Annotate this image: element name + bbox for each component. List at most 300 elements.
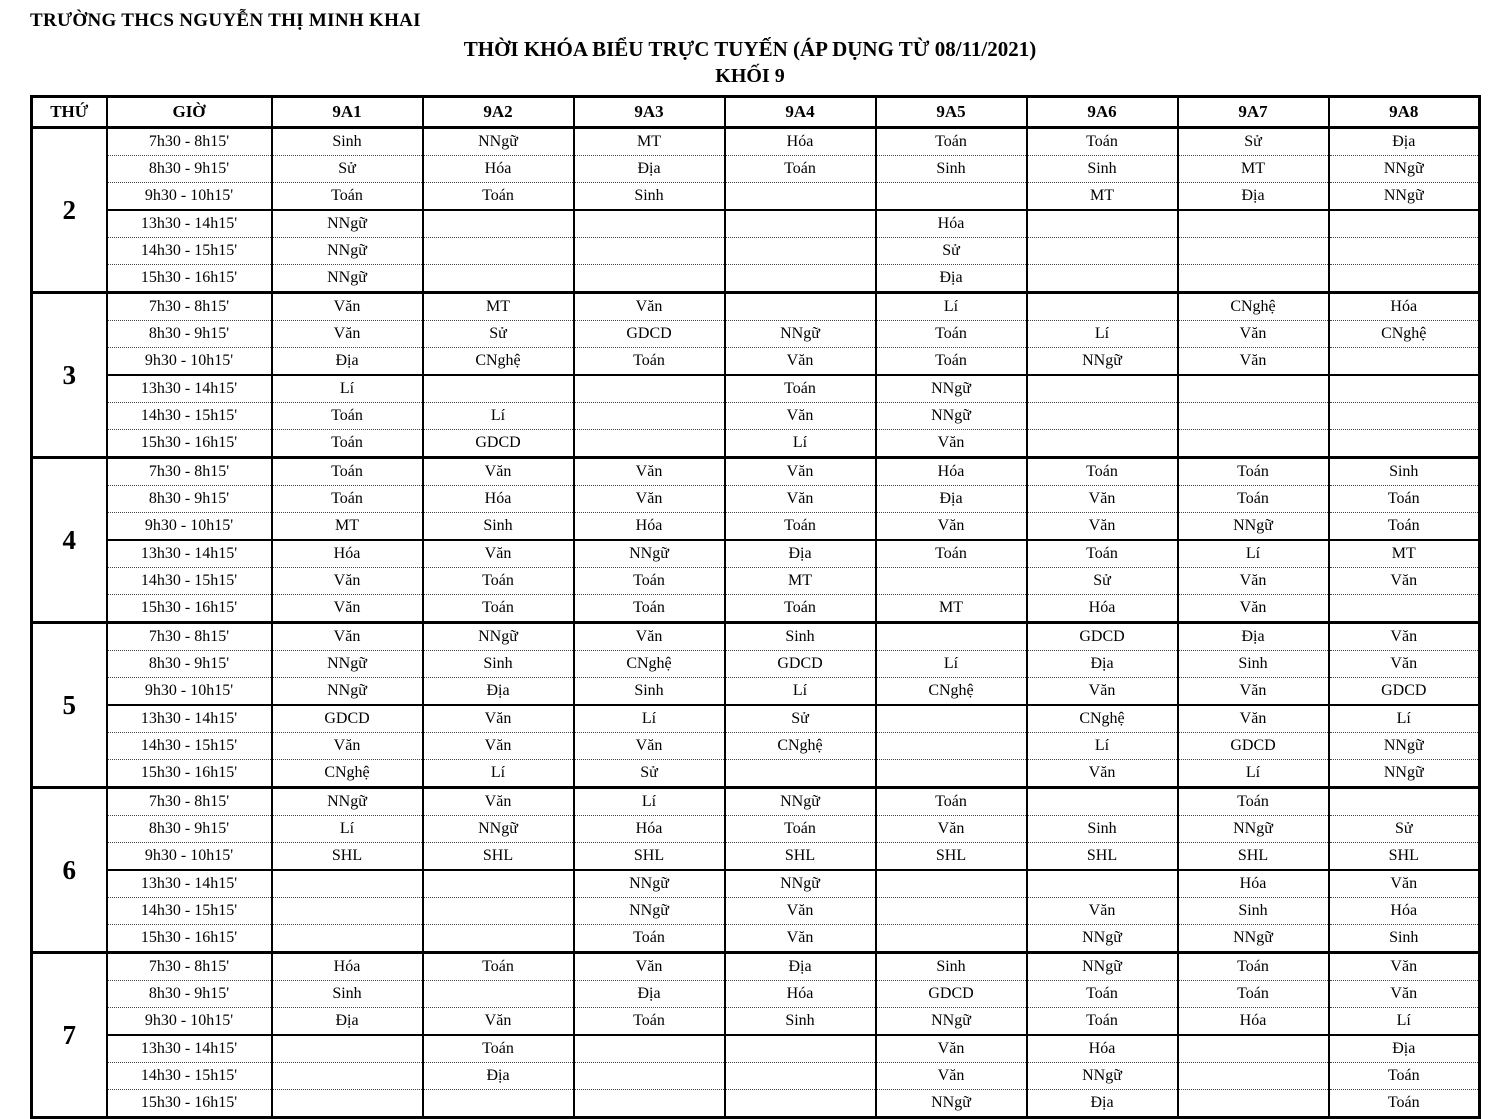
subject-cell: Hóa — [1027, 595, 1178, 623]
day-block-2 — [32, 128, 1480, 293]
subject-cell: GDCD — [272, 705, 423, 733]
subject-cell — [876, 705, 1027, 733]
subject-cell: Hóa — [1329, 898, 1480, 925]
timetable-row — [32, 1063, 1480, 1090]
subject-cell: Sinh — [272, 128, 423, 156]
subject-cell: Toán — [423, 1035, 574, 1063]
subject-cell: Văn — [272, 568, 423, 595]
subject-cell — [574, 1090, 725, 1118]
timetable-row — [32, 733, 1480, 760]
subject-cell: Văn — [876, 816, 1027, 843]
time-slot: 14h30 - 15h15' — [107, 568, 272, 595]
subject-cell: Sinh — [725, 1008, 876, 1036]
class-column-header-9A8: 9A8 — [1329, 97, 1480, 128]
subject-cell: Sinh — [423, 651, 574, 678]
subject-cell — [1329, 403, 1480, 430]
subject-cell: Văn — [574, 486, 725, 513]
time-slot: 7h30 - 8h15' — [107, 953, 272, 981]
timetable-row — [32, 375, 1480, 403]
timetable-row — [32, 265, 1480, 293]
time-slot: 14h30 - 15h15' — [107, 898, 272, 925]
subject-cell — [423, 925, 574, 953]
time-slot: 13h30 - 14h15' — [107, 540, 272, 568]
subject-cell: Toán — [574, 348, 725, 376]
subject-cell — [1178, 1090, 1329, 1118]
subject-cell: Văn — [574, 458, 725, 486]
subject-cell: Sinh — [574, 183, 725, 211]
subject-cell: Văn — [1178, 348, 1329, 376]
subject-cell: Toán — [272, 458, 423, 486]
time-slot: 7h30 - 8h15' — [107, 128, 272, 156]
subject-cell: GDCD — [725, 651, 876, 678]
subject-cell: Sinh — [1027, 816, 1178, 843]
time-slot: 13h30 - 14h15' — [107, 375, 272, 403]
subject-cell: GDCD — [876, 981, 1027, 1008]
subject-cell: Văn — [1027, 678, 1178, 706]
timetable-row — [32, 678, 1480, 706]
subject-cell: Địa — [876, 265, 1027, 293]
subject-cell: SHL — [423, 843, 574, 871]
subject-cell: Lí — [1178, 540, 1329, 568]
time-slot: 13h30 - 14h15' — [107, 705, 272, 733]
subject-cell: Sử — [725, 705, 876, 733]
subject-cell: CNghệ — [1027, 705, 1178, 733]
subject-cell — [1329, 348, 1480, 376]
subject-cell: Toán — [1178, 953, 1329, 981]
time-slot: 8h30 - 9h15' — [107, 486, 272, 513]
subject-cell: Văn — [423, 1008, 574, 1036]
subject-cell: Toán — [1027, 128, 1178, 156]
subject-cell: Văn — [1329, 651, 1480, 678]
time-slot: 9h30 - 10h15' — [107, 183, 272, 211]
time-slot: 7h30 - 8h15' — [107, 293, 272, 321]
subject-cell — [1178, 403, 1329, 430]
subject-cell — [1178, 1063, 1329, 1090]
subject-cell — [1329, 430, 1480, 458]
subject-cell: CNghệ — [423, 348, 574, 376]
subject-cell: NNgữ — [272, 238, 423, 265]
subject-cell: Địa — [574, 981, 725, 1008]
subject-cell: SHL — [1178, 843, 1329, 871]
subject-cell: Địa — [1329, 128, 1480, 156]
day-number-6: 6 — [32, 788, 107, 953]
subject-cell: MT — [1329, 540, 1480, 568]
subject-cell — [272, 925, 423, 953]
subject-cell — [574, 210, 725, 238]
subject-cell: CNghệ — [1329, 321, 1480, 348]
subject-cell — [423, 238, 574, 265]
time-slot: 14h30 - 15h15' — [107, 1063, 272, 1090]
time-slot: 9h30 - 10h15' — [107, 348, 272, 376]
subject-cell: Sử — [574, 760, 725, 788]
timetable-row — [32, 458, 1480, 486]
timetable-row — [32, 430, 1480, 458]
subject-cell: MT — [574, 128, 725, 156]
timetable-row — [32, 981, 1480, 1008]
subject-cell: Sinh — [725, 623, 876, 651]
subject-cell: Sinh — [1178, 651, 1329, 678]
subject-cell: Hóa — [725, 128, 876, 156]
time-slot: 7h30 - 8h15' — [107, 788, 272, 816]
timetable-row — [32, 816, 1480, 843]
subject-cell — [1178, 430, 1329, 458]
subject-cell: Toán — [876, 348, 1027, 376]
timetable-row — [32, 788, 1480, 816]
subject-cell: CNghệ — [876, 678, 1027, 706]
subject-cell: MT — [423, 293, 574, 321]
class-column-header-9A7: 9A7 — [1178, 97, 1329, 128]
subject-cell — [1027, 293, 1178, 321]
subject-cell — [272, 898, 423, 925]
time-slot: 13h30 - 14h15' — [107, 1035, 272, 1063]
day-number-5: 5 — [32, 623, 107, 788]
subject-cell: NNgữ — [272, 788, 423, 816]
subject-cell: Toán — [272, 183, 423, 211]
subject-cell: Toán — [1027, 540, 1178, 568]
subject-cell: Sử — [272, 156, 423, 183]
day-block-7 — [32, 953, 1480, 1118]
subject-cell — [876, 733, 1027, 760]
subject-cell — [876, 898, 1027, 925]
time-slot: 9h30 - 10h15' — [107, 1008, 272, 1036]
subject-cell — [574, 1063, 725, 1090]
subject-cell: Toán — [574, 1008, 725, 1036]
subject-cell: NNgữ — [725, 870, 876, 898]
time-slot: 14h30 - 15h15' — [107, 403, 272, 430]
subject-cell: Toán — [1027, 981, 1178, 1008]
timetable-row — [32, 595, 1480, 623]
subject-cell: Văn — [1329, 623, 1480, 651]
subject-cell — [574, 238, 725, 265]
class-column-header-9A1: 9A1 — [272, 97, 423, 128]
subject-cell: Toán — [876, 321, 1027, 348]
subject-cell: Lí — [423, 760, 574, 788]
subject-cell: Toán — [1027, 458, 1178, 486]
timetable-row — [32, 238, 1480, 265]
timetable-row — [32, 403, 1480, 430]
subject-cell: Địa — [1178, 623, 1329, 651]
subject-cell — [876, 623, 1027, 651]
subject-cell — [876, 568, 1027, 595]
subject-cell — [1329, 375, 1480, 403]
subject-cell — [1178, 238, 1329, 265]
timetable-row — [32, 540, 1480, 568]
subject-cell: NNgữ — [1329, 733, 1480, 760]
subject-cell: MT — [272, 513, 423, 541]
subject-cell — [876, 760, 1027, 788]
subject-cell: Toán — [725, 375, 876, 403]
time-slot: 15h30 - 16h15' — [107, 430, 272, 458]
subject-cell: Sử — [876, 238, 1027, 265]
subject-cell — [272, 1090, 423, 1118]
subject-cell — [1178, 375, 1329, 403]
subject-cell — [574, 375, 725, 403]
subject-cell: Sinh — [574, 678, 725, 706]
subject-cell — [574, 1035, 725, 1063]
subject-cell: Sinh — [1329, 925, 1480, 953]
subject-cell: GDCD — [423, 430, 574, 458]
subject-cell: Văn — [876, 1063, 1027, 1090]
subject-cell: SHL — [272, 843, 423, 871]
subject-cell — [1027, 210, 1178, 238]
subject-cell: Địa — [574, 156, 725, 183]
subject-cell: Toán — [1329, 513, 1480, 541]
subject-cell: Toán — [1329, 1090, 1480, 1118]
subject-cell: Toán — [1178, 981, 1329, 1008]
subject-cell: GDCD — [1329, 678, 1480, 706]
subject-cell — [725, 293, 876, 321]
subject-cell: SHL — [876, 843, 1027, 871]
subject-cell: Lí — [574, 705, 725, 733]
timetable-row — [32, 870, 1480, 898]
timetable-row — [32, 293, 1480, 321]
subject-cell: NNgữ — [1027, 953, 1178, 981]
subject-cell: NNgữ — [876, 1008, 1027, 1036]
subject-cell: Văn — [1027, 513, 1178, 541]
subject-cell: Toán — [1329, 486, 1480, 513]
subject-cell: Toán — [423, 595, 574, 623]
subject-cell: Lí — [1329, 1008, 1480, 1036]
subject-cell — [272, 1063, 423, 1090]
subject-cell: Địa — [1178, 183, 1329, 211]
timetable-row — [32, 760, 1480, 788]
subject-cell: Văn — [1178, 321, 1329, 348]
time-slot: 15h30 - 16h15' — [107, 595, 272, 623]
subject-cell: Văn — [1178, 678, 1329, 706]
time-slot: 14h30 - 15h15' — [107, 733, 272, 760]
subject-cell: Sinh — [272, 981, 423, 1008]
subject-cell: Địa — [423, 678, 574, 706]
subject-cell: Văn — [1178, 595, 1329, 623]
subject-cell: Văn — [1027, 760, 1178, 788]
subject-cell: Sử — [423, 321, 574, 348]
subject-cell: Toán — [1178, 788, 1329, 816]
time-slot: 8h30 - 9h15' — [107, 816, 272, 843]
school-name: TRƯỜNG THCS NGUYỄN THỊ MINH KHAI — [30, 10, 421, 31]
subject-cell — [423, 375, 574, 403]
subject-cell: Hóa — [725, 981, 876, 1008]
subject-cell: Văn — [272, 733, 423, 760]
subject-cell: Hóa — [423, 486, 574, 513]
subject-cell: Toán — [423, 953, 574, 981]
subject-cell: NNgữ — [423, 623, 574, 651]
subject-cell — [423, 981, 574, 1008]
subject-cell: NNgữ — [272, 678, 423, 706]
subject-cell: Văn — [272, 623, 423, 651]
subject-cell: Văn — [423, 733, 574, 760]
subject-cell: NNgữ — [1027, 925, 1178, 953]
timetable-row — [32, 321, 1480, 348]
subject-cell — [1329, 238, 1480, 265]
day-block-6 — [32, 788, 1480, 953]
subject-cell: Địa — [1329, 1035, 1480, 1063]
day-number-7: 7 — [32, 953, 107, 1118]
subject-cell — [574, 403, 725, 430]
subject-cell — [574, 430, 725, 458]
subject-cell: Hóa — [574, 513, 725, 541]
time-slot: 14h30 - 15h15' — [107, 238, 272, 265]
time-slot: 8h30 - 9h15' — [107, 651, 272, 678]
subject-cell: SHL — [1027, 843, 1178, 871]
time-slot: 9h30 - 10h15' — [107, 843, 272, 871]
timetable — [30, 95, 1481, 1119]
subject-cell: Văn — [725, 486, 876, 513]
day-number-3: 3 — [32, 293, 107, 458]
subject-cell: NNgữ — [1027, 348, 1178, 376]
subject-cell: Sinh — [1027, 156, 1178, 183]
subject-cell: Hóa — [876, 458, 1027, 486]
subject-cell: Văn — [574, 623, 725, 651]
subject-cell: Văn — [725, 403, 876, 430]
subject-cell: SHL — [1329, 843, 1480, 871]
subject-cell: Văn — [725, 898, 876, 925]
subject-cell: Toán — [1178, 458, 1329, 486]
time-slot: 13h30 - 14h15' — [107, 870, 272, 898]
subject-cell: MT — [1178, 156, 1329, 183]
subject-cell: NNgữ — [725, 788, 876, 816]
subject-cell: Sinh — [1329, 458, 1480, 486]
timetable-header — [32, 97, 1480, 128]
subject-cell: GDCD — [1027, 623, 1178, 651]
subject-cell — [423, 870, 574, 898]
subject-cell: Văn — [1178, 568, 1329, 595]
subject-cell: NNgữ — [272, 265, 423, 293]
subject-cell: Lí — [1027, 733, 1178, 760]
day-number-4: 4 — [32, 458, 107, 623]
subject-cell: Địa — [423, 1063, 574, 1090]
subject-cell — [1027, 375, 1178, 403]
subject-cell: Địa — [1027, 1090, 1178, 1118]
subject-cell: NNgữ — [876, 403, 1027, 430]
subject-cell — [1027, 870, 1178, 898]
subject-cell: Văn — [423, 540, 574, 568]
subject-cell: NNgữ — [423, 816, 574, 843]
subject-cell: NNgữ — [574, 898, 725, 925]
subject-cell: Toán — [876, 128, 1027, 156]
subject-cell: CNghệ — [574, 651, 725, 678]
day-block-5 — [32, 623, 1480, 788]
subject-cell — [1027, 430, 1178, 458]
timetable-row — [32, 210, 1480, 238]
subject-cell: Sinh — [876, 953, 1027, 981]
subject-cell — [876, 870, 1027, 898]
subject-cell — [725, 1035, 876, 1063]
subject-cell: CNghệ — [1178, 293, 1329, 321]
subject-cell — [1178, 210, 1329, 238]
subject-cell — [423, 265, 574, 293]
timetable-row — [32, 348, 1480, 376]
subject-cell: Văn — [423, 705, 574, 733]
subject-cell: Toán — [272, 486, 423, 513]
timetable-row — [32, 183, 1480, 211]
subject-cell: Toán — [574, 925, 725, 953]
subject-cell: Toán — [574, 568, 725, 595]
subject-cell: Văn — [725, 458, 876, 486]
subject-cell: Lí — [876, 293, 1027, 321]
subject-cell — [876, 183, 1027, 211]
subject-cell — [725, 760, 876, 788]
subject-cell: Địa — [725, 540, 876, 568]
subject-cell: Văn — [423, 788, 574, 816]
subject-cell — [725, 183, 876, 211]
time-slot: 15h30 - 16h15' — [107, 925, 272, 953]
subject-cell: SHL — [574, 843, 725, 871]
timetable-row — [32, 623, 1480, 651]
timetable-row — [32, 1035, 1480, 1063]
subject-cell: Toán — [1178, 486, 1329, 513]
subject-cell: NNgữ — [876, 375, 1027, 403]
subject-cell — [1329, 788, 1480, 816]
timetable-row — [32, 898, 1480, 925]
header-row — [32, 97, 1480, 128]
subject-cell: Văn — [272, 293, 423, 321]
subject-cell: Lí — [1329, 705, 1480, 733]
subject-cell: Toán — [725, 513, 876, 541]
subject-cell: Lí — [725, 678, 876, 706]
timetable-row — [32, 651, 1480, 678]
subject-cell: Sử — [1329, 816, 1480, 843]
day-block-4 — [32, 458, 1480, 623]
subject-cell: NNgữ — [574, 870, 725, 898]
subject-cell: Toán — [876, 788, 1027, 816]
subject-cell: Văn — [574, 733, 725, 760]
subject-cell: Văn — [1027, 898, 1178, 925]
time-column-header: GIỜ — [107, 97, 272, 128]
subject-cell — [574, 265, 725, 293]
subject-cell: Toán — [725, 156, 876, 183]
day-number-2: 2 — [32, 128, 107, 293]
timetable-row — [32, 568, 1480, 595]
subject-cell: Lí — [272, 816, 423, 843]
subject-cell: Văn — [1329, 870, 1480, 898]
class-column-header-9A6: 9A6 — [1027, 97, 1178, 128]
time-slot: 8h30 - 9h15' — [107, 321, 272, 348]
subject-cell: MT — [725, 568, 876, 595]
class-column-header-9A5: 9A5 — [876, 97, 1027, 128]
subject-cell: Văn — [725, 348, 876, 376]
time-slot: 13h30 - 14h15' — [107, 210, 272, 238]
subject-cell: Sinh — [423, 513, 574, 541]
time-slot: 8h30 - 9h15' — [107, 156, 272, 183]
subject-cell: CNghệ — [272, 760, 423, 788]
subject-cell: Lí — [876, 651, 1027, 678]
subject-cell: Địa — [272, 1008, 423, 1036]
subject-cell: Hóa — [1329, 293, 1480, 321]
subject-cell: NNgữ — [1027, 1063, 1178, 1090]
subject-cell — [725, 1090, 876, 1118]
subject-cell — [272, 1035, 423, 1063]
subject-cell: Văn — [1329, 981, 1480, 1008]
subject-cell — [423, 1090, 574, 1118]
page-title: THỜI KHÓA BIỂU TRỰC TUYẾN (ÁP DỤNG TỪ 08/11/2021) — [463, 37, 1037, 61]
subject-cell: GDCD — [574, 321, 725, 348]
time-slot: 8h30 - 9h15' — [107, 981, 272, 1008]
class-column-header-9A2: 9A2 — [423, 97, 574, 128]
subject-cell: NNgữ — [1178, 925, 1329, 953]
subject-cell: Toán — [423, 183, 574, 211]
subject-cell: NNgữ — [1329, 156, 1480, 183]
subject-cell: NNgữ — [1178, 513, 1329, 541]
subject-cell: Văn — [423, 458, 574, 486]
subject-cell: Địa — [272, 348, 423, 376]
subject-cell: Văn — [574, 953, 725, 981]
subject-cell: NNgữ — [1329, 760, 1480, 788]
subject-cell: Sinh — [876, 156, 1027, 183]
subject-cell: Lí — [574, 788, 725, 816]
subject-cell: Văn — [1178, 705, 1329, 733]
subject-cell: Văn — [876, 513, 1027, 541]
subject-cell: Sử — [1027, 568, 1178, 595]
